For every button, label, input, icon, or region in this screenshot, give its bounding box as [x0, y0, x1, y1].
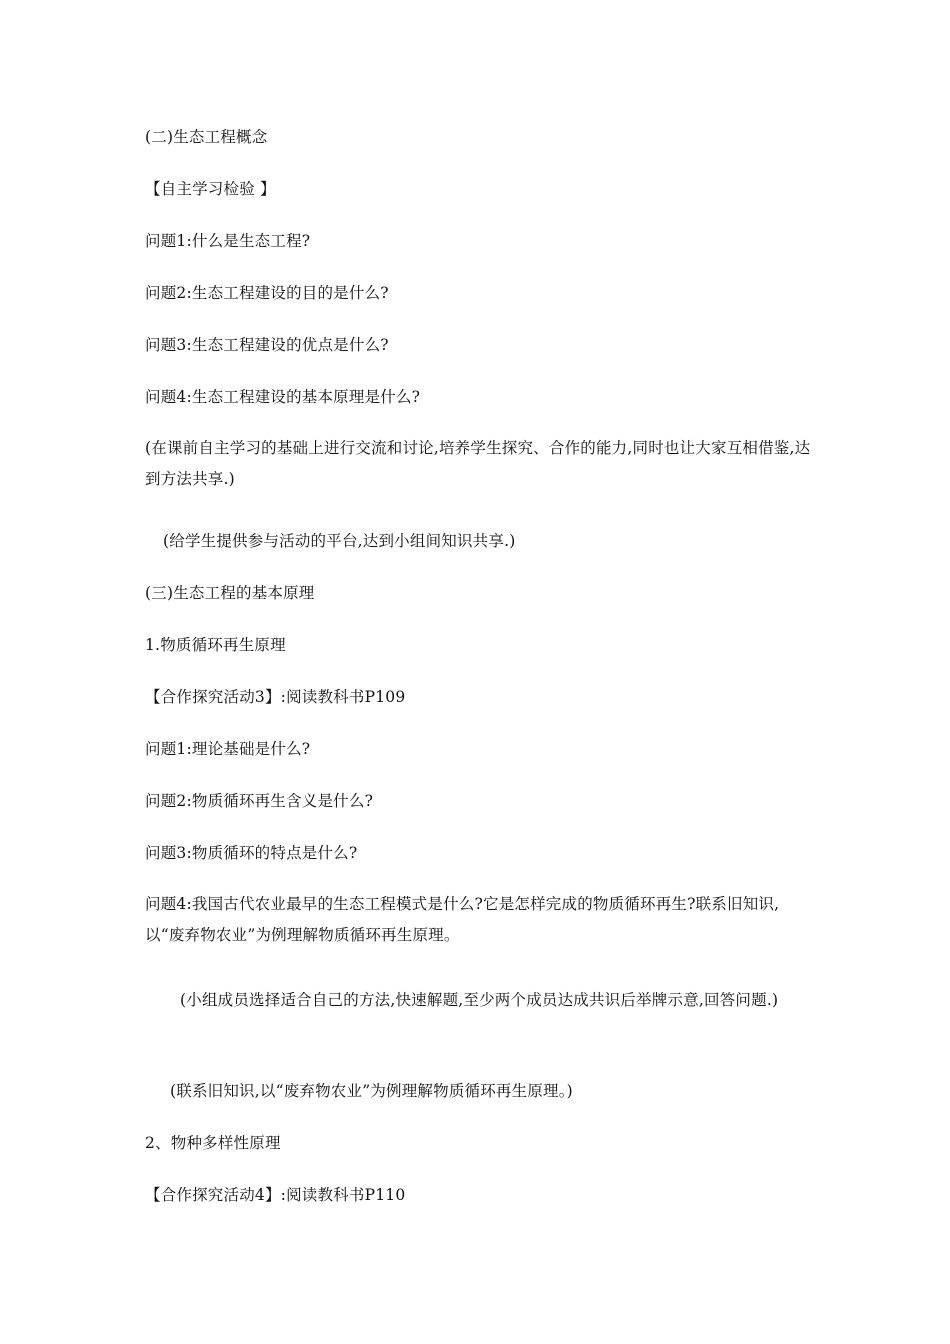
- activity-heading: 【合作探究活动4】:阅读教科书P110: [145, 1186, 406, 1204]
- group-note: (小组成员选择适合自己的方法,快速解题,至少两个成员达成共识后举牌示意,回答问题.): [180, 991, 779, 1009]
- question-1: 问题1:理论基础是什么?: [145, 740, 311, 758]
- question-3: 问题3:生态工程建设的优点是什么?: [145, 336, 389, 354]
- question-4: 问题4:我国古代农业最早的生态工程模式是什么?它是怎样完成的物质循环再生?联系旧知识,以“废弃物农业”为例理解物质循环再生原理。: [145, 895, 780, 944]
- activity-heading: 【合作探究活动3】:阅读教科书P109: [145, 688, 406, 706]
- platform-note: (给学生提供参与活动的平台,达到小组间知识共享.): [163, 532, 516, 550]
- question-3: 问题3:物质循环的特点是什么?: [145, 844, 358, 862]
- subsection-title: 1.物质循环再生原理: [145, 636, 286, 654]
- discussion-note: (在课前自主学习的基础上进行交流和讨论,培养学生探究、合作的能力,同时也让大家互相借鉴,达到方法共享.): [145, 439, 811, 488]
- review-note: (联系旧知识,以“废弃物农业”为例理解物质循环再生原理。): [170, 1082, 573, 1100]
- question-4: 问题4:生态工程建设的基本原理是什么?: [145, 388, 421, 406]
- section-title: (二)生态工程概念: [145, 128, 268, 146]
- question-1: 问题1:什么是生态工程?: [145, 232, 311, 250]
- section-title: (三)生态工程的基本原理: [145, 584, 315, 602]
- subsection-title: 2、物种多样性原理: [145, 1134, 281, 1152]
- question-2: 问题2:物质循环再生含义是什么?: [145, 792, 374, 810]
- question-2: 问题2:生态工程建设的目的是什么?: [145, 284, 389, 302]
- self-study-heading: 【自主学习检验 】: [145, 180, 276, 198]
